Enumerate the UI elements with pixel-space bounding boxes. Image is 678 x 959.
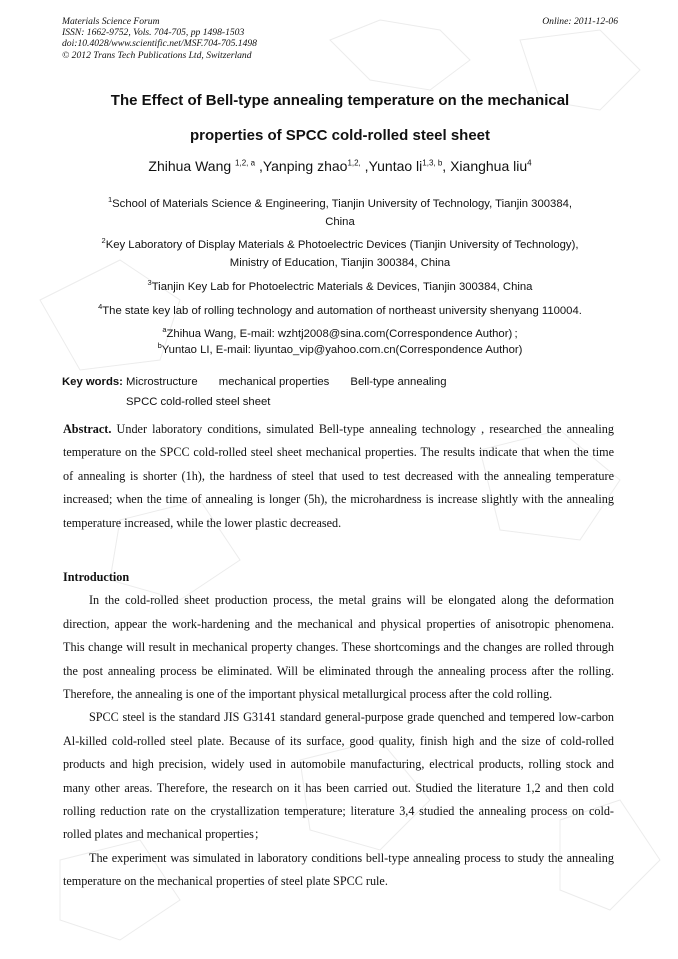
section-heading: Introduction (63, 570, 130, 584)
keyword: mechanical properties (218, 376, 330, 388)
affiliation-text: Ministry of Education, Tianjin 300384, China (229, 256, 451, 269)
affiliation-mark: 2 (101, 236, 106, 246)
introduction-section (63, 566, 614, 894)
author-separator: , (442, 158, 451, 174)
email-line: Yuntao LI, E-mail: liyuntao_vip@yahoo.com.cn(Correspondence Author) (161, 343, 523, 356)
affiliation-text: The state key lab of rolling technology and automation of northeast university shenyang 110004. (102, 305, 582, 317)
issn-line: ISSN: 1662-9752, Vols. 704-705, pp 1498-1503 (62, 27, 245, 39)
copyright-line: © 2012 Trans Tech Publications Ltd, Switzerland (62, 49, 252, 61)
affiliation-1 (62, 196, 618, 231)
affiliation-2 (62, 237, 618, 272)
affiliation-text: Key Laboratory of Display Materials & Photoelectric Devices (Tianjin University of Technology), (105, 239, 579, 251)
author-name: Xianghua liu (450, 158, 528, 174)
abstract (63, 418, 614, 535)
affiliation-text: School of Materials Science & Engineering, Tianjin University of Technology, Tianjin 300384, (112, 198, 573, 210)
author-affiliation-mark: 1,3, b (422, 158, 443, 168)
affiliation-3 (62, 279, 618, 297)
email-mark: a (162, 325, 167, 335)
author-affiliation-mark: 4 (527, 158, 532, 168)
paper-title-line-1: The Effect of Bell-type annealing temperature on the mechanical (110, 92, 570, 109)
abstract-text: Under laboratory conditions, simulated Bell-type annealing technology , researched the annealing temperature on the SPCC cold-rolled steel sheet mechanical properties. The results indicate that when the time of annealing is shorter (1h), the hardness of steel that used to test decreased with the annealing temperature increased; when the time of annealing is longer (5h), the microhardness is increase slightly with the annealing temperature increased, while the lower plastic decreased. (63, 422, 614, 530)
affiliation-mark: 3 (147, 278, 152, 288)
journal-name: Materials Science Forum (62, 16, 160, 27)
correspondence-emails (62, 327, 618, 358)
keyword: Bell-type annealing (350, 376, 447, 388)
email-line: Zhihua Wang, E-mail: wzhtj2008@sina.com(Correspondence Author) ; (166, 328, 518, 340)
author-name: Yuntao li (368, 158, 423, 174)
author-list (62, 158, 618, 174)
keywords-block (62, 372, 618, 412)
affiliation-mark: 4 (98, 302, 103, 312)
author-separator: , (360, 158, 369, 174)
keywords-label: Key words: (62, 376, 123, 388)
author-affiliation-mark: 1,2, (347, 158, 361, 168)
author-name: Zhihua Wang (148, 158, 236, 174)
paragraph: SPCC steel is the standard JIS G3141 standard general-purpose grade quenched and tempered low-carbon Al-killed cold-rolled steel plate. Because of its surface, good quality, finish high and the size of cold-rolled products and high precision, widely used in automobile manufacturing, electrical products, rolling stock and many other areas. Therefore, the research on it has been carried out. Studied the literature 1,2 and then cold rolling reduction rate on the crystallization temperature; literature 3,4 studied the annealing process on cold-rolled plates and mechanical properties； (63, 710, 614, 842)
doi-line: doi:10.4028/www.scientific.net/MSF.704-705.1498 (62, 38, 257, 50)
affiliation-4 (62, 303, 618, 321)
journal-header (62, 16, 618, 61)
affiliation-mark: 1 (107, 195, 113, 205)
author-name: Yanping zhao (262, 158, 348, 174)
abstract-label: Abstract. (63, 422, 112, 436)
affiliation-text: China (325, 215, 355, 228)
keyword: SPCC cold-rolled steel sheet (126, 396, 271, 408)
author-separator: , (255, 158, 263, 174)
paragraph: The experiment was simulated in laboratory conditions bell-type annealing process to study the annealing temperature on the mechanical properties of steel plate SPCC rule. (63, 850, 614, 889)
online-date: Online: 2011-12-06 (542, 16, 618, 27)
author-affiliation-mark: 1,2, a (235, 158, 256, 168)
paper-title-line-2: properties of SPCC cold-rolled steel sheet (189, 127, 491, 144)
paragraph: In the cold-rolled sheet production process, the metal grains will be elongated along the deformation direction, appear the work-hardening and the mechanical and physical properties of anisotropic phenomena. This change will result in mechanical property changes. These shortcomings and the changes are rolled through the post annealing process be eliminated. Will be eliminated through the annealing process after the rolling. Therefore, the annealing is one of the important physical metallurgical process after the cold rolling. (63, 593, 614, 702)
email-mark: b (157, 340, 162, 350)
keyword: Microstructure (126, 376, 198, 388)
affiliation-text: Tianjin Key Lab for Photoelectric Materials & Devices, Tianjin 300384, China (151, 281, 533, 293)
